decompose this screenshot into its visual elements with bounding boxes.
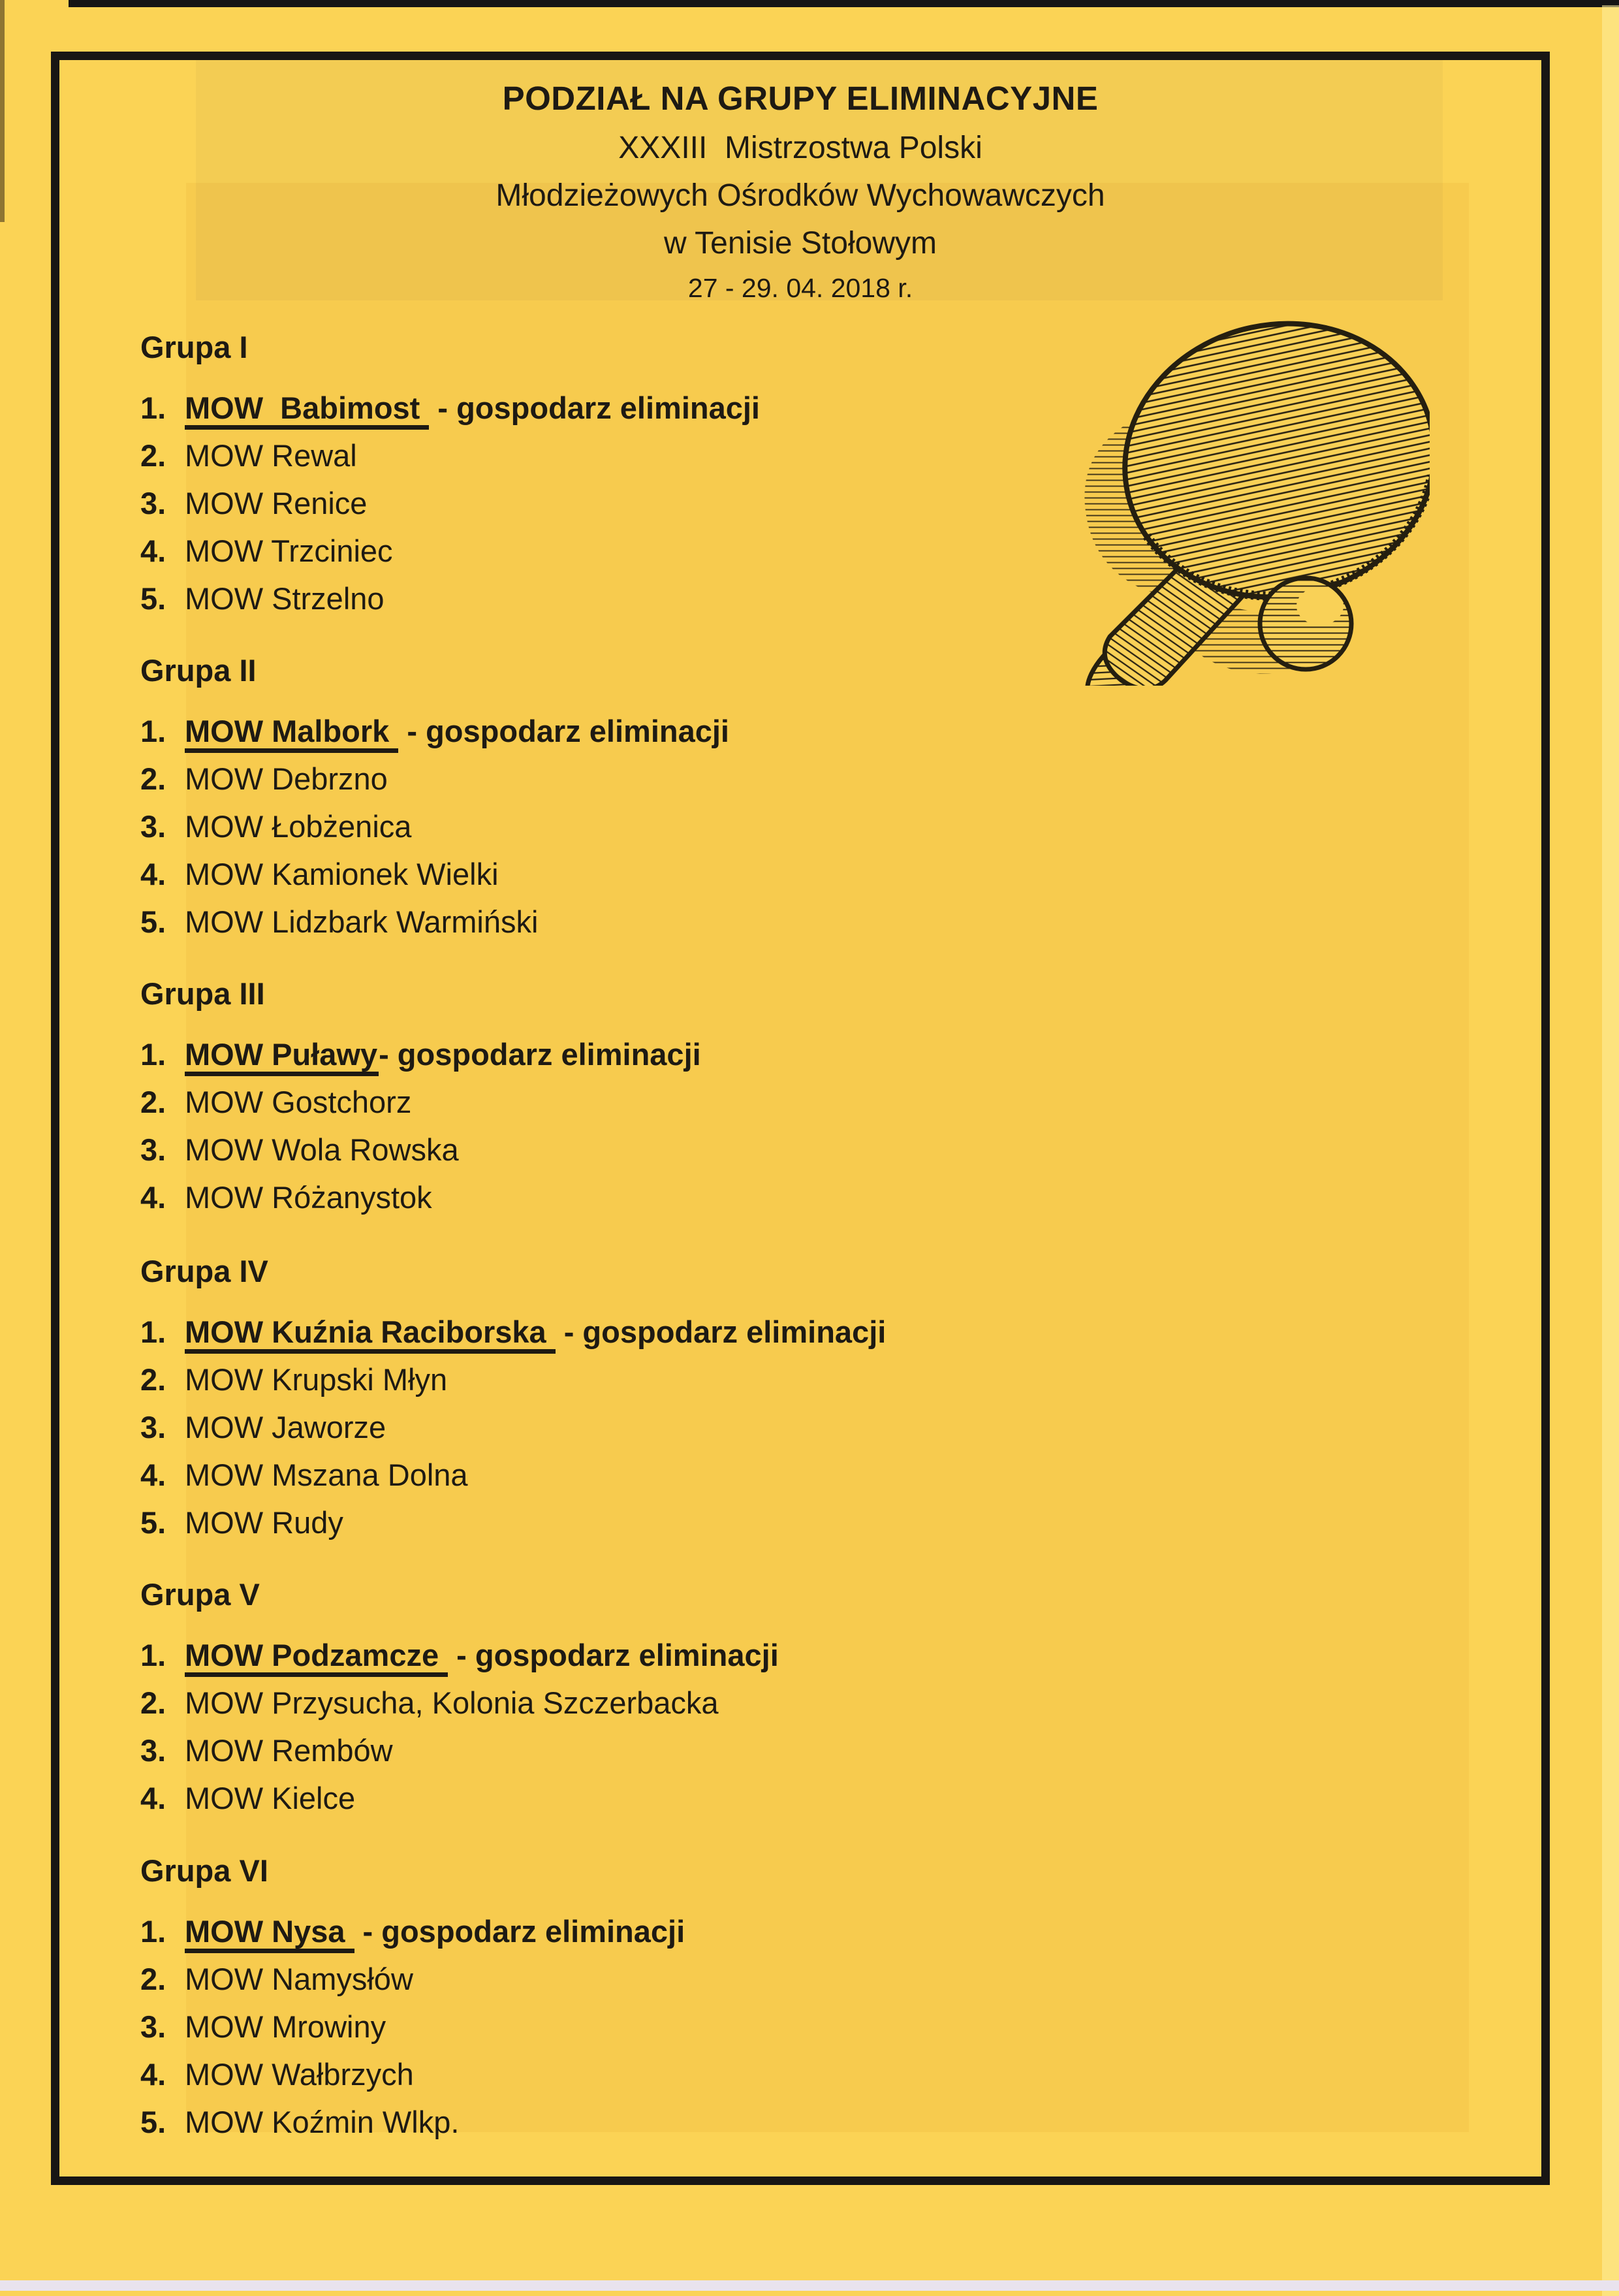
- group-section-6: [140, 1852, 685, 2146]
- team-name: MOW Trzciniec: [185, 534, 393, 568]
- host-team-name: MOW Puławy: [185, 1037, 379, 1076]
- item-number: 2.: [140, 1362, 166, 1397]
- group-item: [140, 2003, 685, 2050]
- header-date: 27 - 29. 04. 2018 r.: [687, 273, 913, 303]
- item-number: 4.: [140, 1180, 166, 1215]
- group-item: [140, 850, 729, 898]
- team-name: MOW Łobżenica: [185, 809, 412, 844]
- header-line-championship: XXXIII Mistrzostwa Polski: [618, 131, 982, 165]
- team-name: MOW Mszana Dolna: [185, 1458, 468, 1492]
- group-section-5: [140, 1576, 779, 1822]
- item-number: 4.: [140, 2057, 166, 2092]
- table-tennis-racket-illustration: [1064, 307, 1430, 686]
- item-number: 5.: [140, 904, 166, 939]
- item-number: 1.: [140, 1914, 166, 1949]
- team-name: MOW Lidzbark Warmiński: [185, 904, 539, 939]
- item-number: 4.: [140, 1781, 166, 1815]
- group-section-3: [140, 975, 701, 1221]
- group-heading: Grupa I: [140, 330, 248, 364]
- group-item: [140, 1499, 886, 1546]
- group-item: [140, 527, 760, 575]
- host-suffix: - gospodarz eliminacji: [448, 1638, 779, 1672]
- group-item: [140, 1126, 701, 1173]
- host-suffix: - gospodarz eliminacji: [379, 1037, 701, 1072]
- group-item: [140, 2050, 685, 2098]
- group-item: [140, 755, 729, 803]
- group-item: [140, 1955, 685, 2003]
- item-number: 3.: [140, 1410, 166, 1444]
- host-team-name: MOW Podzamcze: [185, 1638, 448, 1677]
- group-item: [140, 1356, 886, 1403]
- group-item: [140, 432, 760, 479]
- scan-edge-artifact-left: [0, 0, 5, 222]
- team-name: MOW Strzelno: [185, 581, 385, 616]
- group-heading: Grupa VI: [140, 1853, 268, 1888]
- team-name: MOW Różanystok: [185, 1180, 432, 1215]
- team-name: MOW Koźmin Wlkp.: [185, 2105, 460, 2139]
- host-suffix: - gospodarz eliminacji: [555, 1315, 887, 1349]
- group-item-host: [140, 707, 729, 755]
- document-header: [51, 73, 1550, 309]
- item-number: 1.: [140, 1315, 166, 1349]
- group-heading: Grupa II: [140, 653, 257, 688]
- team-name: MOW Kielce: [185, 1781, 356, 1815]
- item-number: 3.: [140, 1733, 166, 1768]
- item-number: 3.: [140, 2009, 166, 2044]
- group-heading: Grupa IV: [140, 1254, 268, 1288]
- group-item: [140, 1403, 886, 1451]
- group-item: [140, 479, 760, 527]
- group-item: [140, 1679, 779, 1727]
- team-name: MOW Mrowiny: [185, 2009, 386, 2044]
- item-number: 5.: [140, 1505, 166, 1540]
- item-number: 3.: [140, 486, 166, 520]
- group-item: [140, 1774, 779, 1822]
- host-team-name: MOW Kuźnia Raciborska: [185, 1315, 556, 1354]
- item-number: 2.: [140, 1085, 166, 1119]
- group-item-host: [140, 1631, 779, 1679]
- header-line-organization: Młodzieżowych Ośrodków Wychowawczych: [495, 178, 1105, 213]
- scan-edge-artifact-top: [69, 0, 1619, 7]
- team-name: MOW Krupski Młyn: [185, 1362, 448, 1397]
- scan-edge-artifact-right: [1602, 5, 1619, 2296]
- team-name: MOW Debrzno: [185, 761, 388, 796]
- scan-edge-artifact-bottom: [0, 2280, 1619, 2291]
- group-item-host: [140, 1030, 701, 1078]
- host-team-name: MOW Malbork: [185, 714, 398, 753]
- item-number: 1.: [140, 1638, 166, 1672]
- group-item: [140, 1173, 701, 1221]
- team-name: MOW Jaworze: [185, 1410, 386, 1444]
- item-number: 2.: [140, 761, 166, 796]
- document-title: PODZIAŁ NA GRUPY ELIMINACYJNE: [502, 80, 1099, 117]
- host-team-name: MOW Nysa: [185, 1914, 354, 1953]
- group-item: [140, 1078, 701, 1126]
- item-number: 4.: [140, 534, 166, 568]
- team-name: MOW Rewal: [185, 438, 357, 473]
- team-name: MOW Wałbrzych: [185, 2057, 414, 2092]
- group-section-4: [140, 1252, 886, 1546]
- group-section-2: [140, 652, 729, 946]
- group-section-1: [140, 328, 760, 622]
- item-number: 5.: [140, 2105, 166, 2139]
- team-name: MOW Namysłów: [185, 1962, 413, 1996]
- group-item: [140, 1451, 886, 1499]
- group-heading: Grupa III: [140, 976, 265, 1011]
- host-suffix: - gospodarz eliminacji: [429, 391, 760, 425]
- team-name: MOW Rudy: [185, 1505, 343, 1540]
- group-item-host: [140, 384, 760, 432]
- host-suffix: - gospodarz eliminacji: [354, 1914, 685, 1949]
- team-name: MOW Gostchorz: [185, 1085, 412, 1119]
- item-number: 4.: [140, 1458, 166, 1492]
- group-item: [140, 803, 729, 850]
- item-number: 2.: [140, 438, 166, 473]
- host-team-name: MOW Babimost: [185, 391, 429, 430]
- team-name: MOW Wola Rowska: [185, 1132, 459, 1167]
- table-tennis-ball: [1260, 578, 1351, 669]
- group-item: [140, 2098, 685, 2146]
- host-suffix: - gospodarz eliminacji: [398, 714, 729, 748]
- team-name: MOW Renice: [185, 486, 368, 520]
- item-number: 3.: [140, 809, 166, 844]
- group-item: [140, 1727, 779, 1774]
- item-number: 1.: [140, 391, 166, 425]
- team-name: MOW Kamionek Wielki: [185, 857, 499, 891]
- item-number: 4.: [140, 857, 166, 891]
- item-number: 2.: [140, 1962, 166, 1996]
- item-number: 1.: [140, 714, 166, 748]
- group-heading: Grupa V: [140, 1577, 260, 1612]
- team-name: MOW Rembów: [185, 1733, 393, 1768]
- item-number: 5.: [140, 581, 166, 616]
- header-line-discipline: w Tenisie Stołowym: [664, 226, 937, 261]
- group-item: [140, 575, 760, 622]
- item-number: 1.: [140, 1037, 166, 1072]
- group-item-host: [140, 1308, 886, 1356]
- group-item: [140, 898, 729, 946]
- group-item-host: [140, 1907, 685, 1955]
- item-number: 3.: [140, 1132, 166, 1167]
- item-number: 2.: [140, 1685, 166, 1720]
- team-name: MOW Przysucha, Kolonia Szczerbacka: [185, 1685, 719, 1720]
